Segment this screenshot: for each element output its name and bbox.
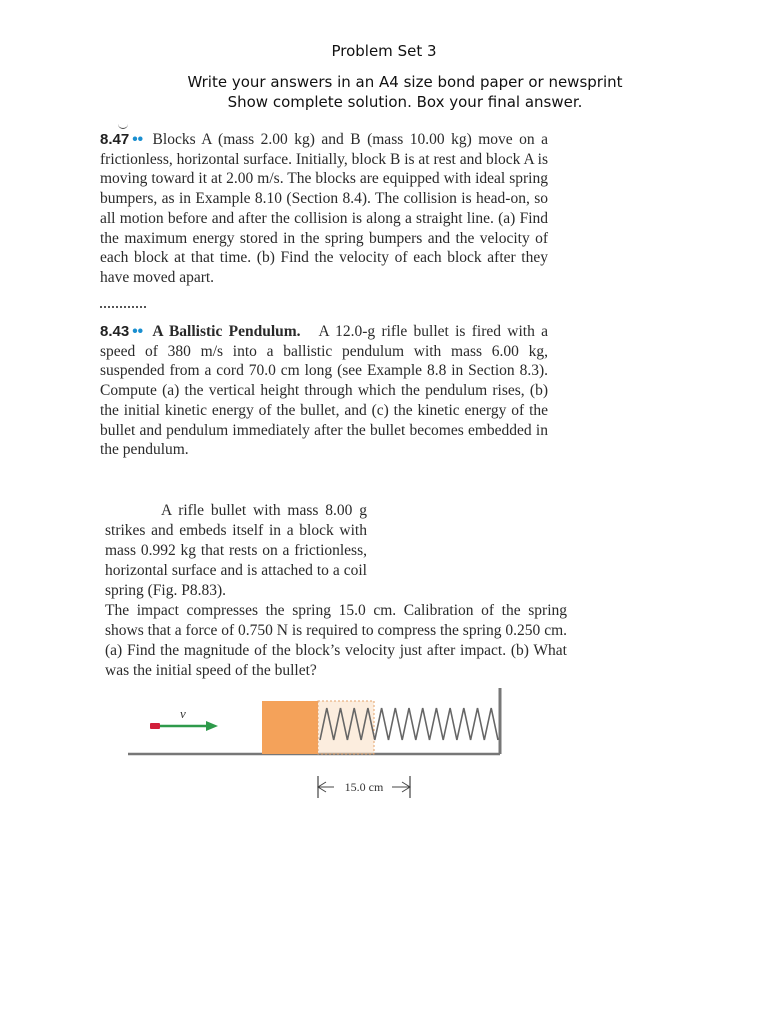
problem-text: Blocks A (mass 2.00 kg) and B (mass 10.00 kg) move on a frictionless, horizontal surface. Initially, block B is at rest and block A is moving toward it at 2.00 m/s. The blocks are equipped with ideal spring bumpers, as in Example 8.10 (Section 8.4). The collision is head-on, so all motion before and after the collision is along a straight line. (a) Find the maximum energy stored in the spring bumpers and the velocity of each block at that time. (b) Find the velocity of each block after they have moved apart. [100, 131, 548, 286]
problem-8-43 [100, 322, 548, 460]
bullet [150, 723, 160, 729]
instruction-line-2: Show complete solution. Box your final answer. [227, 93, 583, 111]
figure-p8-83 [120, 686, 530, 806]
crop-mark [100, 306, 146, 311]
problem-8-83-body: The impact compresses the spring 15.0 cm. Calibration of the spring shows that a force of 0.750 N is required to compress the spring 0.250 cm. (a) Find the magnitude of the block’s velocity just after impact. (b) What was the initial speed of the bullet? [105, 602, 567, 679]
problem-number: 8.47 [100, 131, 130, 148]
instructions [150, 72, 660, 112]
velocity-arrowhead [206, 721, 218, 731]
problem-8-83-intro [105, 501, 367, 601]
difficulty-dots: •• [132, 323, 144, 340]
velocity-label: v [180, 706, 186, 721]
problem-text: A rifle bullet with mass 8.00 g strikes and embeds itself in a block with mass 0.992 kg that rests on a frictionless, horizontal surface and is attached to a coil spring (Fig. P8.83). [105, 502, 367, 599]
block [262, 701, 318, 754]
dimension-label: 15.0 cm [344, 780, 384, 794]
page-title: Problem Set 3 [331, 42, 437, 60]
difficulty-dots: •• [132, 131, 144, 148]
crop-mark [118, 124, 128, 129]
problem-text: A 12.0-g rifle bullet is fired with a speed of 380 m/s into a ballistic pendulum with mass 6.00 kg, suspended from a cord 70.0 cm long (see Example 8.8 in Section 8.3). Compute (a) the vertical height through which the pendulum rises, (b) the initial kinetic energy of the bullet, and (c) the kinetic energy of the bullet and pendulum immediately after the bullet becomes embedded in the pendulum. [100, 323, 548, 459]
problem-number: 8.43 [100, 323, 130, 340]
problem-title: A Ballistic Pendulum. [152, 323, 301, 340]
problem-8-47 [100, 130, 548, 288]
instruction-line-1: Write your answers in an A4 size bond paper or newsprint [187, 73, 623, 91]
